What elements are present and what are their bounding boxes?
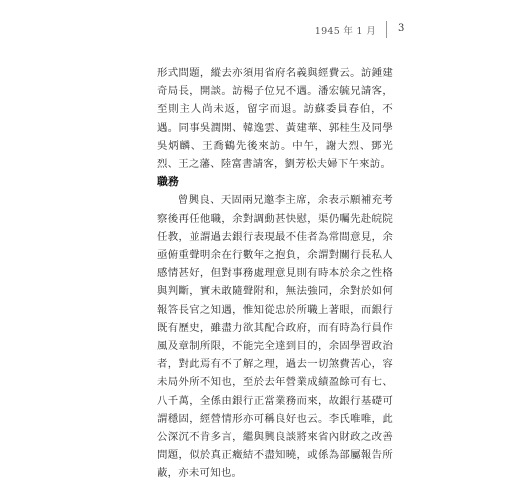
running-head xyxy=(0,21,520,39)
body-paragraph-continued: 形式問題，縱去亦須用省府名義與經費云。訪鍾建奇局長，開談。訪楊子位兄不遇。潘宏毓兄請客，至則主人尚未返，留字而退。訪蘇委員春伯，不遇。同事吳潤開、韓逸雲、黃建華、郭桂生及同學吳炳麟、王喬鶴先後來訪。中午，謝大烈、鄧光烈、王之藩、陸富書請客，劉芳松夫婦下午來訪。 xyxy=(157,67,393,171)
page-number: 3 xyxy=(398,23,405,34)
running-head-date: 1945 年 1 月 xyxy=(314,26,376,37)
section-heading: 職務 xyxy=(157,175,180,189)
body-paragraph: 曾興良、天固兩兄邀李主席，余表示願補充考察後再任他職，余對調動甚快慰，渠仍囑先赴皖院任教，並謂過去銀行表現最不佳者為常間意見，余亟俯重聲明余在行數年之抱負，余謂對關行長私人感情甚好，但對事務處理意見則有時本於余之性格與判斷，實未敢隨聲附和，無法強同，余對於如何報答長官之知遇，惟知從忠於所職上著眼，而銀行既有歷史，雖盡力欲其配合政府，而有時為行員作風及章制所限，不能完全達到目的，余固學習政治者，對此焉有不了解之理，過去一切煞費苦心，容未局外所不知也，至於去年營業成績盈餘可有七、八千萬，全係由銀行正當業務而來，故銀行基礎可謂穩固，經營情形亦可稱良好也云。李氏唯唯，此公深沉不肯多言，繼與興良談將來省內財政之改善問題，似於真正癥結不盡知曉，或係為部屬報告所蔽，亦未可知也。 xyxy=(157,194,393,480)
diary-text-block xyxy=(157,64,393,483)
running-head-divider xyxy=(386,21,387,38)
